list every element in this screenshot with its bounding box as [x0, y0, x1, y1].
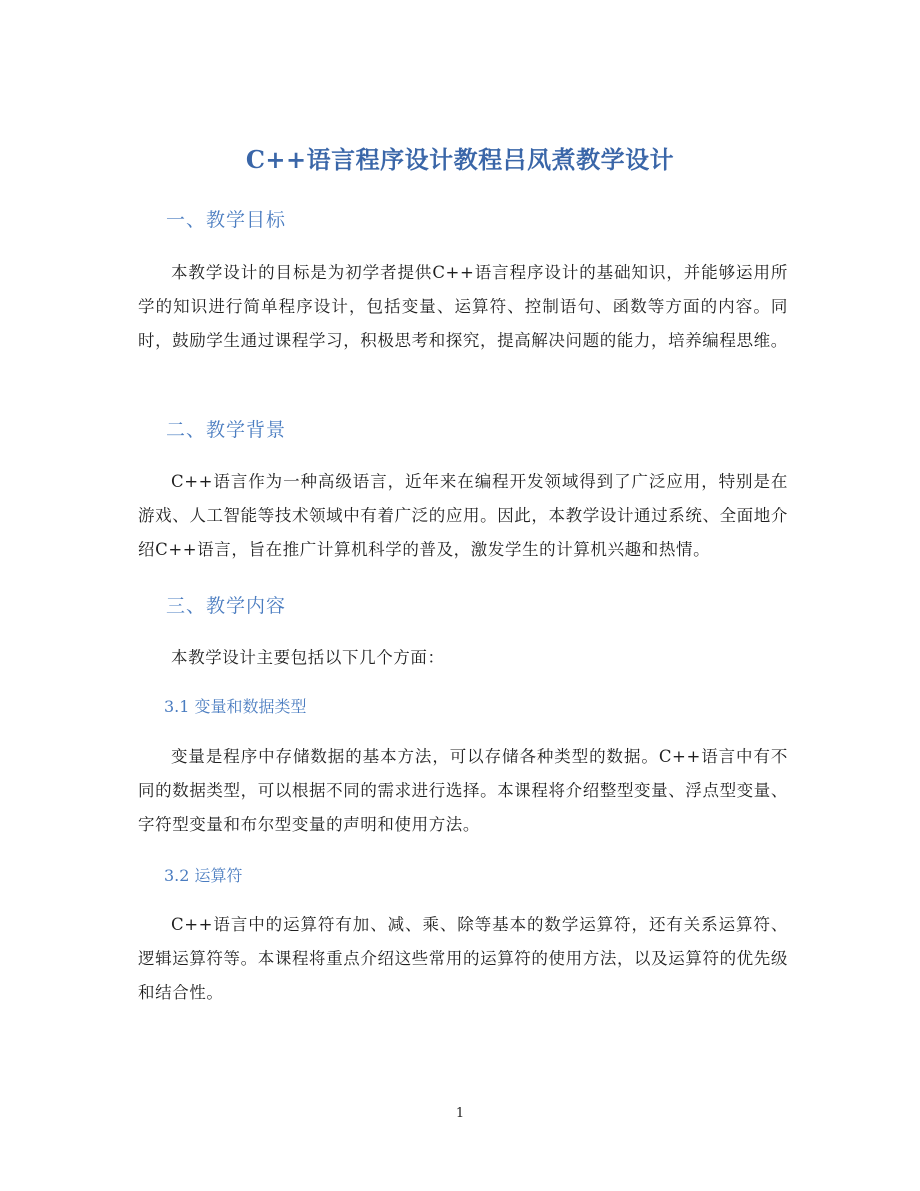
paragraph-operators: C++语言中的运算符有加、减、乘、除等基本的数学运算符，还有关系运算符、逻辑运算符等。本课程将重点介绍这些常用的运算符的使用方法，以及运算符的优先级和结合性。: [138, 915, 788, 1002]
paragraph-teaching-content: 本教学设计主要包括以下几个方面：: [171, 648, 445, 667]
paragraph-teaching-goals: 本教学设计的目标是为初学者提供C++语言程序设计的基础知识，并能够运用所学的知识进行简单程序设计，包括变量、运算符、控制语句、函数等方面的内容。同时，鼓励学生通过课程学习，积极思考和探究，提高解决问题的能力，培养编程思维。: [138, 263, 788, 350]
section-heading-teaching-background: 二、教学背景: [166, 419, 287, 441]
page-number: 1: [455, 1106, 465, 1121]
subsection-heading-operators: 3.2 运算符: [164, 866, 243, 885]
section-heading-teaching-content: 三、教学内容: [166, 595, 287, 617]
paragraph-teaching-background: C++语言作为一种高级语言，近年来在编程开发领域得到了广泛应用，特别是在游戏、人工智能等技术领域中有着广泛的应用。因此，本教学设计通过系统、全面地介绍C++语言，旨在推广计算机科学的普及，激发学生的计算机兴趣和热情。: [138, 472, 788, 559]
section-heading-teaching-goals: 一、教学目标: [166, 209, 287, 231]
paragraph-variables: 变量是程序中存储数据的基本方法，可以存储各种类型的数据。C++语言中有不同的数据类型，可以根据不同的需求进行选择。本课程将介绍整型变量、浮点型变量、字符型变量和布尔型变量的声明和使用方法。: [138, 747, 788, 834]
document-title: C++语言程序设计教程吕凤煮教学设计: [245, 145, 675, 174]
subsection-heading-variables: 3.1 变量和数据类型: [164, 697, 307, 716]
